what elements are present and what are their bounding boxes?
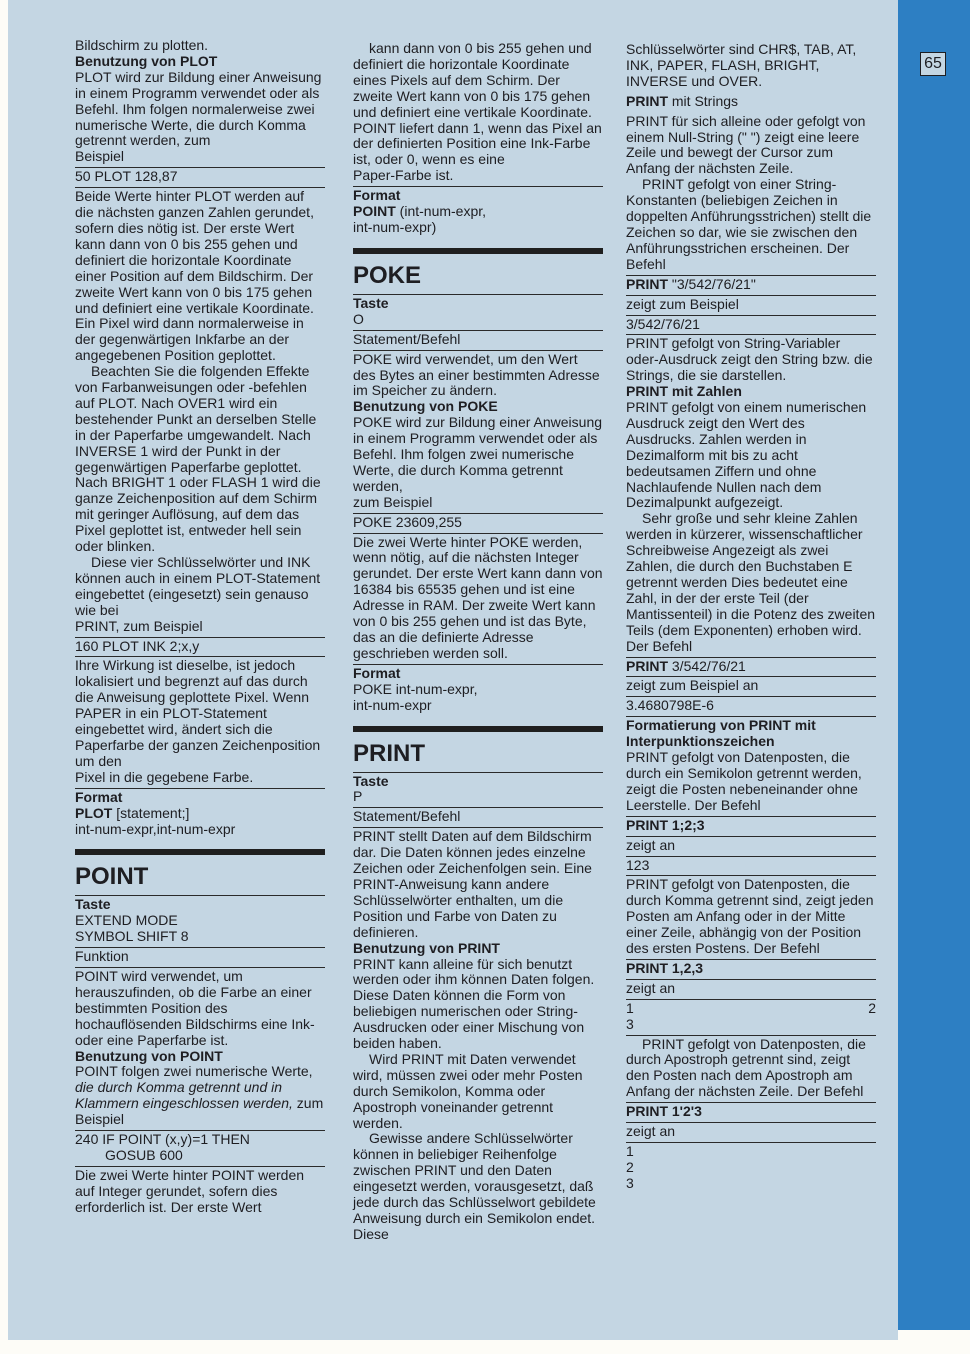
plot-text: Pixel in die gegebene Farbe. [75,768,254,785]
format-label: Format [75,788,123,805]
output-block [626,999,876,1033]
poke-usage-heading: Benutzung von POKE [353,398,498,415]
section-title-point: POINT [75,863,149,891]
code-line: 50 PLOT 128,87 [75,167,325,185]
strvar-text: PRINT gefolgt von String-Variabler oder-Ausdruck zeigt den String bzw. die Strings, die sie darstellen. [626,334,876,384]
code-line: 160 PLOT INK 2;x,y [75,637,325,655]
plot-text: Beachten Sie die folgenden Effekte von Farbanweisungen oder -befehlen auf PLOT. Nach OVER1 wird ein bestehender Punkt an derselben Stelle in der Paperfarbe umgewandelt. Nach INVERSE 1 wird der Punkt in der gegenwärtigen Paperfarbe geplottet. Nach BRIGHT 1 oder FLASH 1 wird die ganze Zeichenposition auf dem Schirm mit geringer Auflösung, auf dem das Pixel geplottet ist, entweder hell sein oder blinken. [75,363,321,555]
format-heading [75,788,325,806]
plot-text: PRINT, zum Beispiel [75,617,203,634]
output-line: 123 [626,856,876,874]
section-title-poke: POKE [353,261,422,289]
output-line: 3/542/76/21 [626,315,876,333]
taste-heading [353,294,603,312]
strings-heading-kw: PRINT [626,92,668,109]
print-usage-heading: Benutzung von PRINT [353,939,500,956]
zahlen-text: Dezimalpunkt aufgezeigt. [626,494,784,511]
section-title-print: PRINT [353,739,425,767]
poke-usage-text: zum Beispiel [353,493,433,510]
format-keyword: POINT [353,203,396,220]
section-rule [75,849,325,855]
fmt-text: PRINT gefolgt von Datenposten, die durch ein Semikolon getrennt werden, zeigt die Posten nebeneinander ohne Leerstelle. Der Befehl [626,749,862,813]
output-line: 3.4680798E-6 [626,696,876,714]
point-usage-plain: POINT folgen zwei numerische Werte, [75,1063,313,1080]
output-value: 3 [626,1015,634,1032]
print-usage-text: Wird PRINT mit Daten verwendet wird, müssen zwei oder mehr Posten durch Semikolon, Komma oder Apostroph voneinander getrennt werden. [353,1050,583,1131]
zeigt-label: zeigt zum Beispiel an [626,676,876,694]
column-1 [75,38,325,1216]
format-syntax: POKE int-num-expr, [353,680,478,697]
format-label: Format [353,187,401,204]
point-text: Die zwei Werte hinter POINT werden auf Integer gerundet, sofern dies erforderlich ist. Der erste Wert [75,1166,325,1216]
format-syntax-2: int-num-expr,int-num-expr [75,820,236,837]
format-syntax-2: int-num-expr) [353,218,437,235]
format-heading [353,664,603,682]
point-text-cont: kann dann von 0 bis 255 gehen und definiert die horizontale Koordinate eines Pixels auf dem Schirm. Der zweite Wert kann von 0 bis 175 gehen und definiert eine vertikale Koordinate. POINT liefert dann 1, wenn das Pixel an der definierten Position eine Ink-Farbe ist, oder 0, wenn es eine [353,40,602,168]
plot-usage-heading: Benutzung von PLOT [75,52,218,69]
code-line: PRINT 1'2'3 [626,1102,876,1120]
plot-usage-text: PLOT wird zur Bildung einer Anweisung in einem Programm verwendet oder als Befehl. Ihm folgen normalerweise zwei numerische Werte, die durch Komma getrennt werden, zum [75,68,322,149]
strings-heading [626,94,876,110]
taste-value: O [353,310,364,327]
print-text: PRINT stellt Daten auf dem Bildschirm dar. Die Daten können jedes einzelne Zeichen oder Zeichenfolgen sein. Eine PRINT-Anweisung kann andere Schlüsselwörter enthalten, um die Position und Farbe von Daten zu definieren. [353,827,603,940]
taste-label: Taste [75,896,111,913]
point-usage-text [75,1064,325,1128]
zeigt-label: zeigt an [626,1122,876,1140]
output-value: 2 [626,1158,634,1175]
komma-text: PRINT gefolgt von Datenposten, die durch Komma getrennt sind, zeigt jeden Posten am Anfang oder in der Mitte einer Zeile, abhängig von der Position des ersten Postens. Der Befehl [626,875,876,957]
format-label: Format [353,664,401,681]
taste-value: P [353,788,363,805]
taste-heading [353,772,603,790]
output-value: 3 [626,1174,634,1191]
code-line [626,657,876,675]
zeigt-label: zeigt zum Beispiel [626,295,876,313]
print-usage-text: Gewisse andere Schlüsselwörter können in beliebiger Reihenfolge zwischen PRINT und den Daten eingesetzt werden, vorausgesetzt, daß jede durch das Schlüsselwort gebildete Anweisung durch ein Semikolon endet. Diese [353,1130,596,1242]
output-row [626,1001,876,1017]
print-usage-text: PRINT kann alleine für sich benutzt werden oder ihm können Daten folgen. Diese Daten können die Form von beliebigen numerischen oder String-Ausdrucken oder einer Mischung von beiden haben. [353,955,595,1052]
format-rest: (int-num-expr, [395,203,487,220]
format-syntax [75,806,325,822]
statement-label: Statement/Befehl [353,807,603,825]
output-value: 1 [626,999,634,1016]
zahlen-heading: PRINT mit Zahlen [626,383,742,400]
taste-label: Taste [353,772,389,789]
format-rest: [statement;] [112,804,190,821]
code-keyword: PRINT [626,657,668,674]
taste-value: SYMBOL SHIFT 8 [75,928,189,945]
column-2 [353,41,603,1243]
blue-side-strip [898,0,970,1330]
point-usage-italic: die durch Komma getrennt und in Klammern eingeschlossen werden, [75,1079,293,1112]
point-usage-heading: Benutzung von POINT [75,1047,223,1064]
code-keyword: PRINT [626,275,668,292]
column-3 [626,42,876,1194]
taste-value: EXTEND MODE [75,912,178,929]
beispiel-label: Beispiel [75,148,125,165]
format-syntax [353,204,603,220]
plot-text: Diese vier Schlüsselwörter und INK können auch in einem PLOT-Statement eingebettet (eingesetzt) sein genauso wie bei [75,554,321,618]
code-line: PRINT 1,2,3 [626,959,876,977]
poke-text: Die zwei Werte hinter POKE werden, wenn nötig, auf die nächsten Integer gerundet. Der erste Wert kann dann von 16384 bis 65535 gehen und ist eine Adresse in RAM. Der zweite Wert kann von 0 bis 255 gehen und ist das Byte, das an die definierte Adresse [353,533,603,645]
code-line: PRINT 1;2;3 [626,816,876,834]
taste-label: Taste [353,294,389,311]
section-rule [353,248,603,254]
code-rest: "3/542/76/21" [668,275,756,292]
fmt-heading: Formatierung von PRINT mit Interpunktionszeichen [626,716,876,750]
plot-text: Ihre Wirkung ist dieselbe, ist jedoch lokalisiert und begrenzt auf das durch die Anweisung geplottete Pixel. Wenn PAPER in ein PLOT-Statement eingebettet wird, ändert sich die Paperfarbe der ganzen Zeichenposition um den [75,656,325,769]
code-line [75,1130,325,1164]
zahlen-text: PRINT gefolgt von einem numerischen Ausdruck zeigt den Wert des Ausdrucks. Zahlen werden in Dezimalform mit bis zu acht bedeutsamen Ziffern und ohne Nachlaufende Nullen nach dem [626,399,867,495]
statement-label: Statement/Befehl [353,330,603,348]
code-line [626,275,876,293]
strings-text: PRINT für sich alleine oder gefolgt von einem Null-String (" ") zeigt eine leere Zeile und bewegt der Cursor zum Anfang der nächsten Zeile. [626,112,866,177]
poke-usage-text: POKE wird zur Bildung einer Anweisung in einem Programm verwendet oder als Befehl. Ihm folgen zwei numerische Werte, die durch Komma getrennt werden, [353,414,603,494]
zeigt-label: zeigt an [626,979,876,997]
format-heading [353,186,603,204]
format-keyword: PLOT [75,804,113,821]
code-rest: 3/542/76/21 [668,657,746,674]
strings-text: PRINT gefolgt von einer String-Konstanten (beliebigen Zeichen in doppelten Anführungsstrichen) stellt die Zeichen so dar, wie sie zwischen den Anführungsstrichen erscheinen. Der Befehl [626,176,872,272]
code-line-2: GOSUB 600 [105,1147,183,1163]
output-value: 2 [868,999,876,1016]
point-text: POINT wird verwendet, um herauszufinden, ob die Farbe an einer bestimmten Position des hochauflösenden Bildschirms eine Ink- oder eine Paperfarbe ist. [75,967,325,1049]
point-usage-end: zum Beispiel [75,1095,324,1128]
format-syntax-2: int-num-expr [353,696,432,713]
code-line-1: 240 IF POINT (x,y)=1 THEN [75,1131,250,1148]
zahlen-text: Sehr große und sehr kleine Zahlen werden in kürzerer, wissenschaftlicher Schreibweise Angezeigt als zwei Zahlen, die durch den Buchstaben E getrennt werden Dies bedeutet eine Zahl, in der der erste Teil (der Mantissenteil) in die Potenz des zweiten Teils (dem Exponenten) erhoben wird. Der Befehl [626,510,876,654]
plot-text: Beide Werte hinter PLOT werden auf die nächsten ganzen Zahlen gerundet, sofern dies nötig ist. Der erste Wert kann dann von 0 bis 255 gehen und definiert die horizontale Koordinate einer Position auf dem Bildschirm. Der zweite Wert kann von 0 bis 175 gehen und definiert eine vertikale Koordinate. Ein Pixel wird dann normalerweise in der gegenwärtigen Inkfarbe an der angegebenen Position geplottet. [75,187,325,364]
section-rule [353,726,603,732]
poke-text: geschrieben werden soll. [353,644,508,661]
page-number: 65 [920,52,946,76]
code-line: POKE 23609,255 [353,513,603,531]
keywords-text: Schlüsselwörter sind CHR$, TAB, AT, INK, PAPER, FLASH, BRIGHT, INVERSE und OVER. [626,41,857,89]
output-value: 1 [626,1143,634,1159]
taste-heading [75,895,325,913]
poke-text: POKE wird verwendet, um den Wert des Bytes an einer bestimmten Adresse im Speicher zu ändern. [353,350,603,400]
funktion-label: Funktion [75,947,325,965]
zeigt-label: zeigt an [626,836,876,854]
output-block [626,1142,876,1192]
strings-heading-rest: mit Strings [668,92,739,109]
point-text-cont: Paper-Farbe ist. [353,167,454,184]
intro-text: Bildschirm zu plotten. [75,37,209,53]
apos-text: PRINT gefolgt von Datenposten, die durch Apostroph getrennt sind, zeigt den Posten nach dem Apostroph am Anfang der nächsten Zeile. Der Befehl [626,1035,876,1101]
